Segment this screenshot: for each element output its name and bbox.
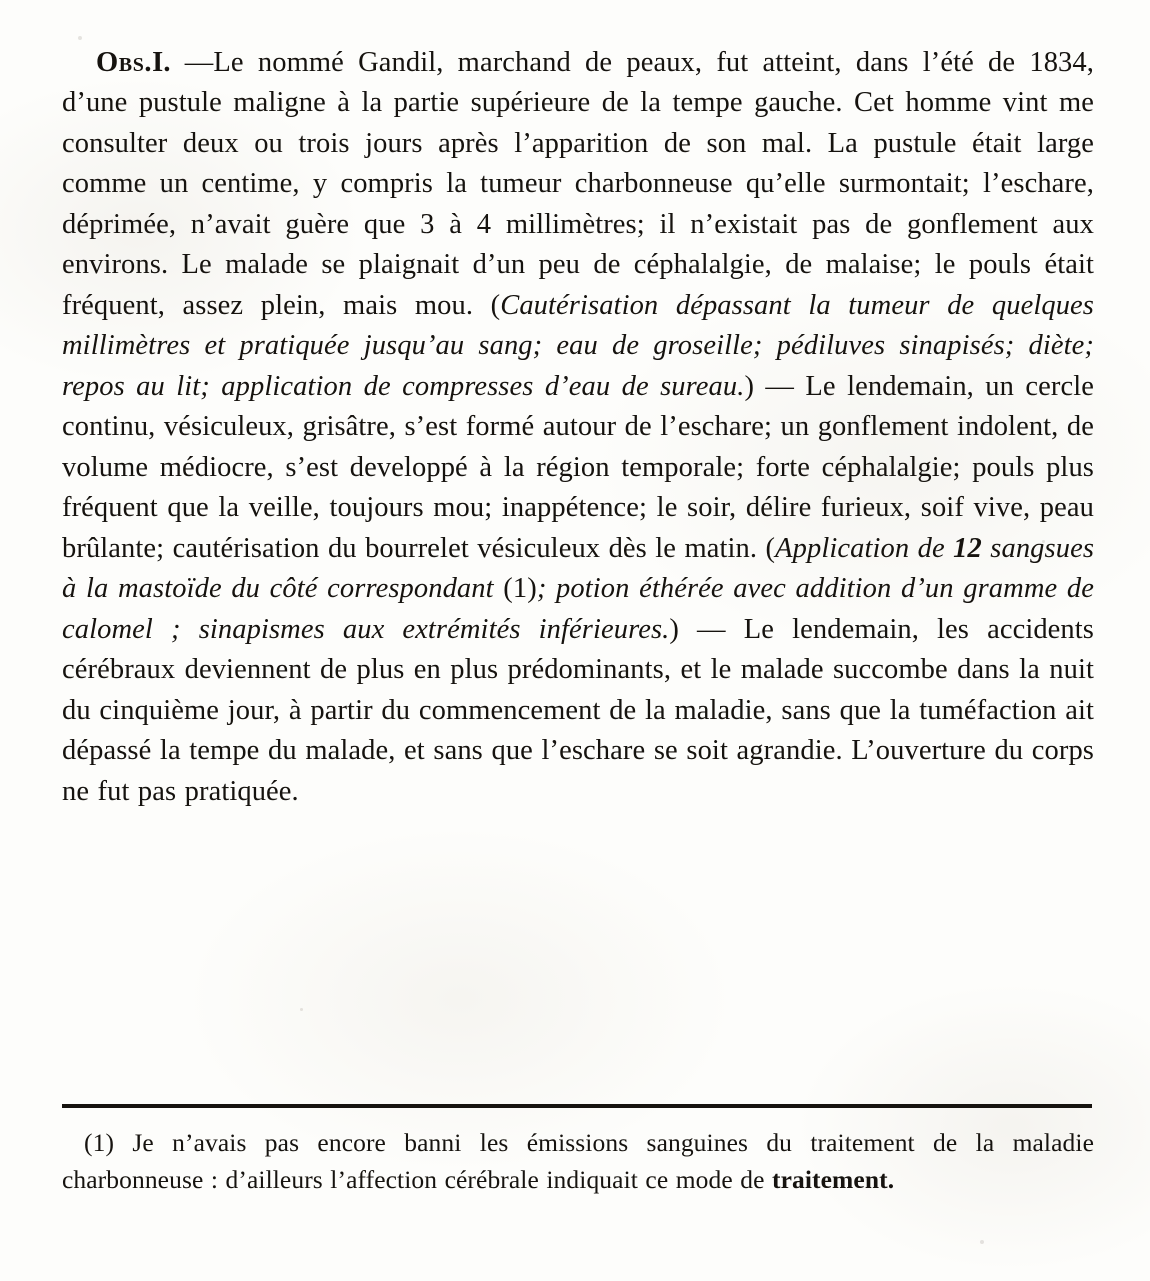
footnote-separator-rule [62, 1104, 1092, 1108]
observation-label: Obs. [96, 46, 153, 78]
observation-text-part2: ) — Le lendemain, un cercle continu, vésiculeux, grisâtre, s’est formé autour de l’eschare; un gonflement indolent, de volume médiocre, s’est developpé à la région temporale; forte céphalalgie; pouls plus fréquent que la veille, toujours mou; inappétence; le soir, délire furieux, soif vive, peau brûlante; cautérisation du bourrelet vésiculeux dès le matin. ( [62, 370, 1094, 564]
observation-italic-treatment-2b: sangsues à la mastoïde du côté correspondant [62, 532, 1095, 604]
footnote-block [62, 1124, 1094, 1198]
footnote-text-emphasis: traitement. [772, 1165, 895, 1194]
observation-number: I. [152, 46, 171, 78]
observation-dash: — [184, 46, 214, 78]
observation-italic-treatment-1: Cautérisation dépassant la tumeur de quelques millimètres et pratiquée jusqu’au sang; eau de groseille; pédiluves sinapisés; diète; repos au lit; application de compresses d’eau de sureau. [62, 289, 1094, 402]
footnote-reference-marker[interactable]: (1) [493, 573, 537, 604]
observation-leech-count: 12 [953, 532, 982, 564]
footnote-text: Je n’avais pas encore banni les émissions sanguines du traitement de la maladie charbonneuse : d’ailleurs l’affection cérébrale indiquait ce mode de [62, 1128, 1094, 1194]
observation-italic-treatment-2c: ; potion éthérée avec addition d’un gramme de calomel ; sinapismes aux extrémités inférieures. [62, 573, 1094, 645]
footnote-marker: (1) [84, 1128, 115, 1157]
observation-text-part1: Le nommé Gandil, marchand de peaux, fut atteint, dans l’été de 1834, d’une pustule maligne à la partie supérieure de la tempe gauche. Cet homme vint me consulter deux ou trois jours après l’apparition de son mal. La pustule était large comme un centime, y compris la tumeur charbonneuse qu’elle surmontait; l’eschare, déprimée, n’avait guère que 3 à 4 millimètres; il n’existait pas de gonflement aux environs. Le malade se plaignait d’un peu de céphalalgie, de malaise; le pouls était fréquent, assez plein, mais mou. ( [62, 46, 1094, 321]
observation-text-part3: ) — Le lendemain, les accidents cérébraux deviennent de plus en plus prédominants, et le malade succombe dans la nuit du cinquième jour, à partir du commencement de la maladie, sans que la tuméfaction ait dépassé la tempe du malade, et sans que l’eschare se soit agrandie. L’ouverture du corps ne fut pas pratiquée. [62, 613, 1094, 807]
observation-paragraph [62, 43, 1094, 813]
document-body [62, 14, 1094, 841]
observation-italic-treatment-2a: Application de [775, 532, 954, 564]
